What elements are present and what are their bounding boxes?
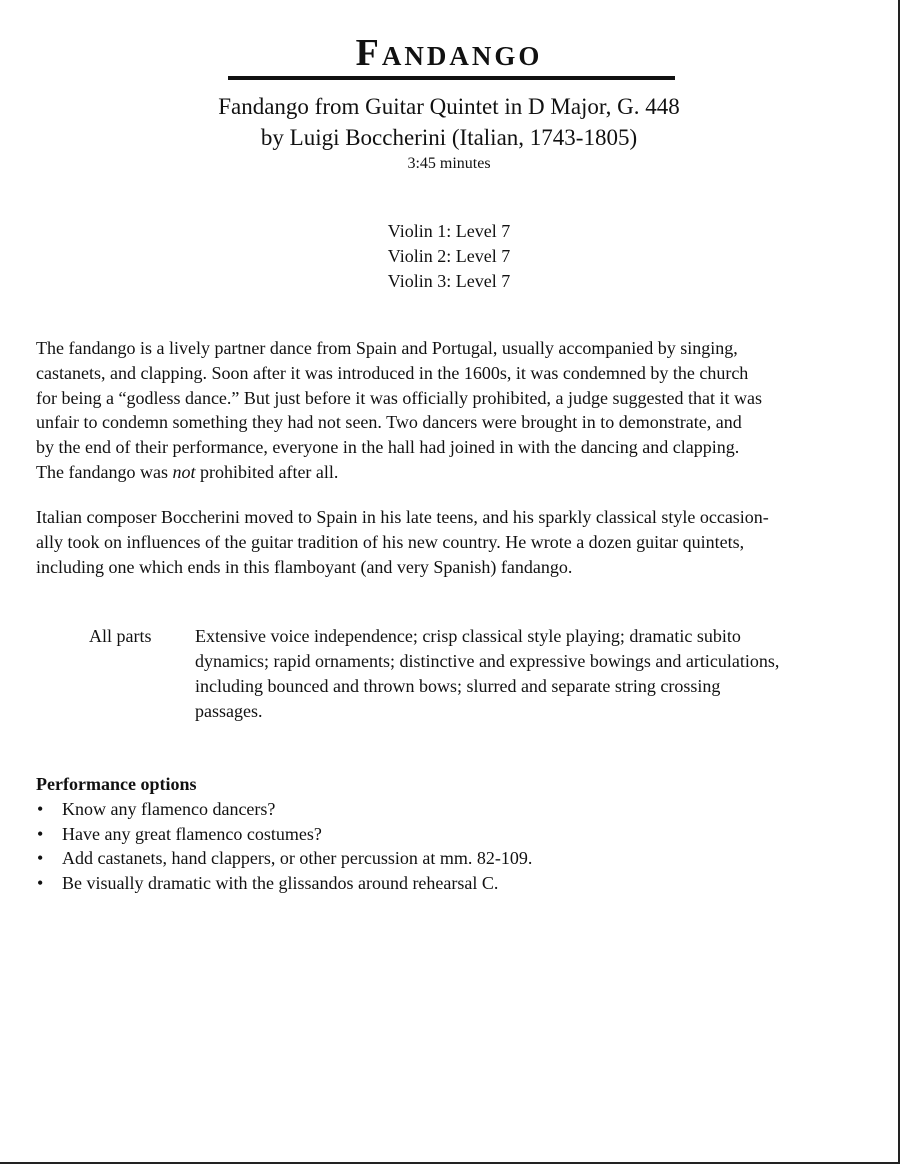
list-item bbox=[36, 846, 532, 871]
paragraph-line: by the end of their performance, everyone in the hall had joined in with the dancing and clapping. bbox=[36, 437, 740, 458]
title-underline bbox=[228, 76, 675, 80]
paragraph-line: for being a “godless dance.” But just before it was officially prohibited, a judge suggested that it was bbox=[36, 387, 762, 408]
level-violin-3: Violin 3: Level 7 bbox=[387, 271, 511, 291]
performance-options-heading: Performance options bbox=[36, 774, 197, 794]
bullet-icon: • bbox=[37, 872, 44, 893]
parts-line: including bounced and thrown bows; slurred and separate string crossing bbox=[195, 676, 721, 696]
list-item-text: Add castanets, hand clappers, or other percussion at mm. 82-109. bbox=[62, 848, 533, 868]
description-paragraph-2 bbox=[36, 505, 872, 579]
parts-line: Extensive voice independence; crisp classical style playing; dramatic subito bbox=[195, 626, 741, 646]
list-item-text: Have any great flamenco costumes? bbox=[62, 823, 322, 844]
parts-line: dynamics; rapid ornaments; distinctive and expressive bowings and articulations, bbox=[195, 651, 780, 671]
paragraph-line: ally took on influences of the guitar tradition of his new country. He wrote a dozen guitar quintets, bbox=[36, 531, 745, 552]
paragraph-line: Italian composer Boccherini moved to Spain in his late teens, and his sparkly classical style occasion- bbox=[36, 507, 769, 527]
level-violin-2: Violin 2: Level 7 bbox=[387, 246, 511, 266]
duration: 3:45 minutes bbox=[407, 155, 491, 172]
text-run: prohibited after all. bbox=[195, 461, 339, 482]
parts-label: All parts bbox=[89, 626, 152, 646]
list-item bbox=[36, 871, 532, 896]
list-item-text: Be visually dramatic with the glissandos around rehearsal C. bbox=[62, 872, 499, 893]
composer-line: by Luigi Boccherini (Italian, 1743-1805) bbox=[260, 125, 638, 150]
list-item-text: Know any flamenco dancers? bbox=[62, 799, 276, 819]
level-violin-1: Violin 1: Level 7 bbox=[387, 221, 511, 241]
paragraph-line bbox=[36, 460, 872, 485]
list-item bbox=[36, 797, 532, 822]
paragraph-line: The fandango is a lively partner dance from Spain and Portugal, usually accompanied by singing, bbox=[36, 338, 738, 358]
bullet-icon: • bbox=[37, 823, 44, 844]
bullet-icon: • bbox=[37, 799, 44, 819]
bullet-icon: • bbox=[37, 848, 44, 868]
parts-line: passages. bbox=[195, 701, 263, 721]
description-paragraph-1 bbox=[36, 336, 872, 485]
parts-description bbox=[195, 624, 779, 724]
emphasis-text: not bbox=[172, 461, 196, 482]
text-run: The fandango was bbox=[36, 461, 173, 482]
paragraph-line: unfair to condemn something they had not seen. Two dancers were brought in to demonstrate, and bbox=[36, 412, 742, 433]
performance-options-list bbox=[36, 797, 532, 895]
list-item bbox=[36, 822, 532, 847]
piece-subtitle: Fandango from Guitar Quintet in D Major, G. 448 bbox=[218, 94, 680, 119]
page-title: Fandango bbox=[355, 32, 543, 74]
paragraph-line: castanets, and clapping. Soon after it was introduced in the 1600s, it was condemned by the church bbox=[36, 362, 749, 383]
paragraph-line: including one which ends in this flamboyant (and very Spanish) fandango. bbox=[36, 556, 573, 577]
difficulty-levels bbox=[0, 219, 898, 294]
